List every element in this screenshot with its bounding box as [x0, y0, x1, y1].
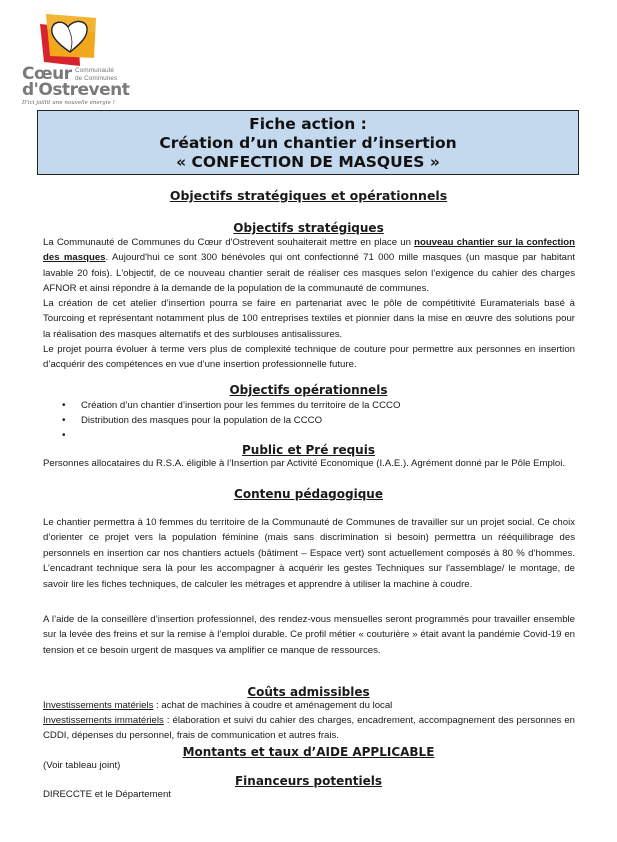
costs-material	[43, 698, 575, 713]
strategic-paragraph-1	[43, 235, 575, 297]
public-text: Personnes allocataires du R.S.A. éligible à l’Insertion par Activité Economique (I.A.E.). Agrément donné par le Pôle Emploi.	[43, 458, 566, 469]
heading-funders: Financeurs potentiels	[234, 774, 383, 788]
costs-immaterial	[43, 713, 575, 744]
main-heading: Objectifs stratégiques et opérationnels	[169, 188, 448, 203]
material-text: : achat de machines à coudre et aménagement du local	[153, 700, 393, 711]
list-item	[43, 398, 563, 413]
amounts-text: (Voir tableau joint)	[43, 760, 121, 771]
material-label: Investissements matériels	[43, 700, 154, 711]
pedagogical-paragraph-2: A l’aide de la conseillère d’insertion professionnel, des rendez-vous mensuelles seront programmés pour travailler ensemble sur la levée des freins et sur la remise à l’emploi durable. Ce profil métier « couturière » était avant la pandémie Covid-19 en tension et ce besoin urgent de masques va amplifier ce manque de ressources.	[43, 614, 575, 656]
operational-list	[43, 398, 563, 443]
logo-name-line1: Cœur	[22, 64, 72, 84]
logo-subtitle-line1: Communauté	[75, 67, 115, 74]
bullet-icon: •	[62, 400, 66, 411]
logo-tagline: D'ici jaillit une nouvelle énergie !	[22, 100, 115, 106]
heading-strategic: Objectifs stratégiques	[233, 221, 384, 235]
strategic-paragraph-2: La création de cet atelier d’insertion pourra se faire en partenariat avec le pôle de compétitivité Euramaterials basé à Tourcoing et représentant notamment plus de 100 entreprises textiles et pionnier dans la mise en œuvre des solutions pour la réalisation des masques alternatifs et des surblouses antisalissures.	[43, 298, 575, 340]
heading-costs: Coûts admissibles	[247, 685, 370, 699]
organization-logo	[20, 8, 130, 106]
highlight-new-worksite: nouveau chantier sur la confection des masques	[43, 237, 575, 264]
list-item	[43, 428, 563, 443]
heading-public: Public et Pré requis	[242, 443, 375, 457]
logo-name-line2: d'Ostrevent	[22, 80, 130, 100]
heading-operational: Objectifs opérationnels	[229, 383, 388, 397]
list-item-text: Création d’un chantier d’insertion pour les femmes du territoire de la CCCO	[81, 400, 401, 411]
strategic-text-cont: . Aujourd'hui ce sont 300 bénévoles qui ont confectionné 71 000 mille masques (un masque par habitant lavable 20 fois). L'objectif, de ce nouveau chantier serait de réaliser ces masques selon l’exigence du cahier des charges AFNOR et ainsi répondre à la demande de la population de la communauté de communes.	[43, 252, 576, 295]
pedagogical-paragraph-1: Le chantier permettra à 10 femmes du territoire de la Communauté de Communes de travailler sur un projet social. Ce choix d’orienter ce projet vers la population féminine (mais sans discrimination si besoin) permettra un rééquilibrage des personnels en insertion car nos chantiers actuels (bâtiment – Espace vert) sont actuellement composés à 80 % d’hommes. L’encadrant technique sera là pour les accompagner à acquérir les gestes Techniques sur l'assemblage/ le montage, de savoir lire les fiches techniques, de calculer les métrages et apprendre à utiliser la machine à coudre.	[43, 517, 575, 590]
logo-subtitle-line2: de Communes	[75, 74, 118, 82]
list-item-text: Distribution des masques pour la population de la CCCO	[81, 415, 323, 426]
funders-text: DIRECCTE et le Département	[43, 789, 171, 800]
heart-logo-icon	[38, 12, 98, 66]
title-line-3: « CONFECTION DE MASQUES »	[176, 153, 440, 171]
heading-amounts: Montants et taux d’AIDE APPLICABLE	[182, 745, 435, 759]
list-item	[43, 413, 563, 428]
immaterial-label: Investissements immatériels	[43, 715, 164, 726]
immaterial-text: : élaboration et suivi du cahier des charges, encadrement, accompagnement des personnes en CDDI, dépenses du personnel, frais de communication et autres frais.	[43, 715, 575, 742]
title-line-2: Création d’un chantier d’insertion	[159, 134, 457, 152]
strategic-text: La Communauté de Communes du Cœur d'Ostrevent souhaiterait mettre en place un	[43, 237, 415, 248]
title-line-1: Fiche action :	[249, 115, 367, 133]
heading-pedagogical: Contenu pédagogique	[234, 487, 383, 501]
bullet-icon: •	[62, 415, 66, 426]
bullet-icon: •	[62, 430, 66, 441]
strategic-paragraph-3: Le projet pourra évoluer à terme vers plus de complexité technique de couture pour permettre aux personnes en insertion d’acquérir des compétences en vue d’une insertion professionnelle future.	[43, 344, 575, 371]
title-box	[37, 110, 579, 175]
